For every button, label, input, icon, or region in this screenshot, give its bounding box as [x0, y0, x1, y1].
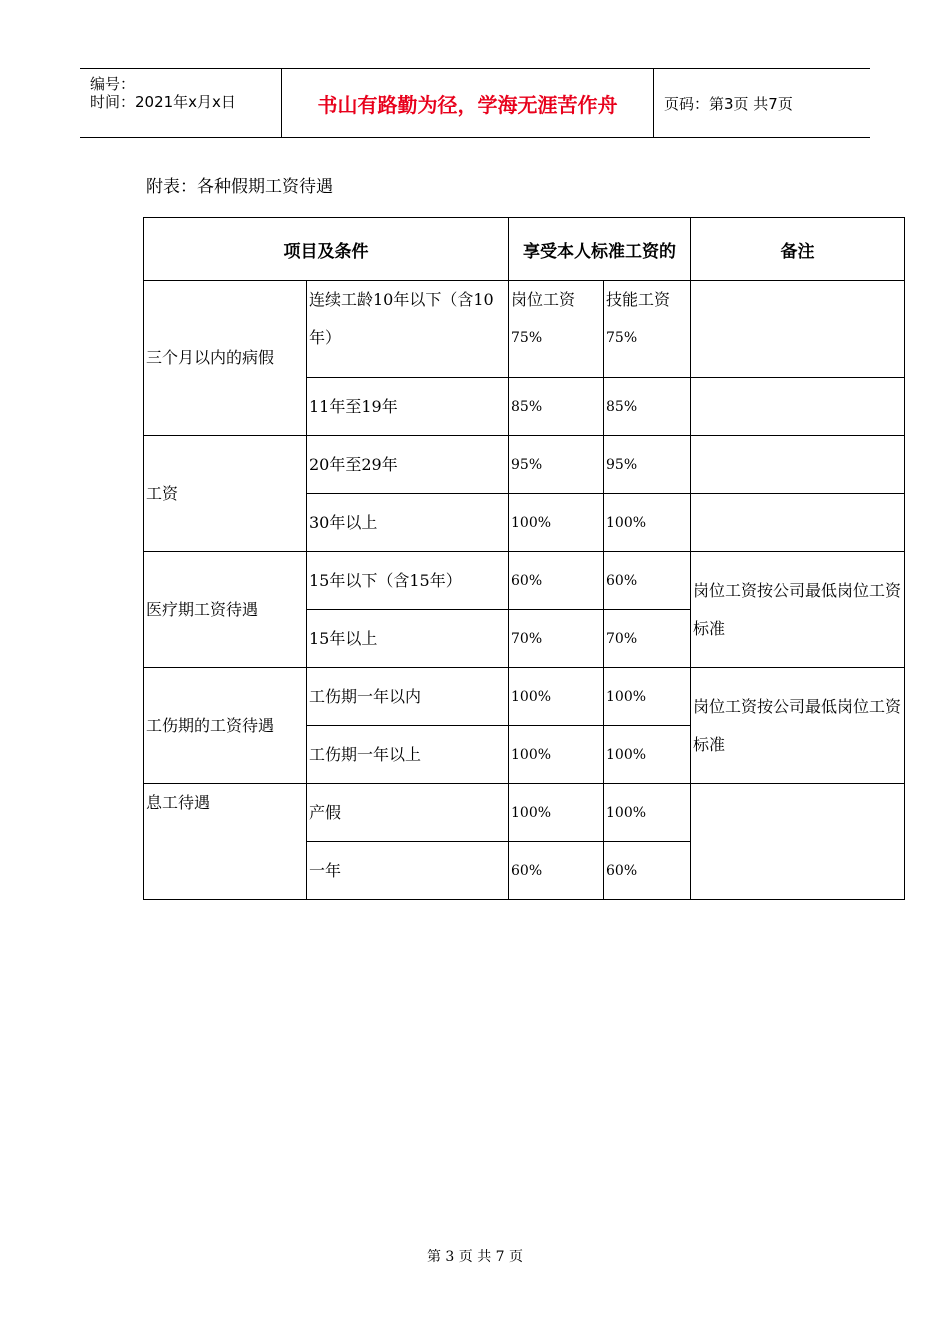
column-header: 项目及条件	[144, 218, 509, 281]
post-wage-cell	[509, 281, 604, 378]
skill-wage-percent: 95%	[604, 436, 691, 494]
skill-wage-percent: 100%	[604, 494, 691, 552]
category-cell: 工伤期的工资待遇	[144, 668, 307, 784]
category-cell: 息工待遇	[144, 784, 307, 900]
note-cell	[691, 378, 905, 436]
column-header: 享受本人标准工资的	[509, 218, 691, 281]
header-number-label: 编号：	[90, 75, 136, 93]
column-header: 备注	[691, 218, 905, 281]
post-wage-percent: 100%	[509, 784, 604, 842]
header-motto: 书山有路勤为径，学海无涯苦作舟	[317, 92, 618, 117]
table-row	[144, 281, 905, 378]
note-cell: 岗位工资按公司最低岗位工资标准	[691, 668, 905, 784]
skill-wage-percent: 100%	[604, 726, 691, 784]
note-cell	[691, 784, 905, 900]
post-wage-percent: 100%	[509, 494, 604, 552]
post-wage-percent: 75%	[511, 330, 543, 346]
skill-wage-percent: 60%	[604, 552, 691, 610]
condition-cell: 20年至29年	[307, 436, 509, 494]
skill-wage-percent: 75%	[606, 330, 638, 346]
header-divider	[653, 69, 654, 137]
condition-cell: 15年以上	[307, 610, 509, 668]
header-meta	[80, 69, 280, 137]
condition-cell: 连续工龄10年以下（含10年）	[307, 281, 509, 378]
page-footer: 第 3 页 共 7 页	[426, 1249, 524, 1265]
post-wage-percent: 100%	[509, 668, 604, 726]
skill-wage-percent: 70%	[604, 610, 691, 668]
header-page-info: 页码：第3页 共7页	[664, 94, 793, 113]
condition-cell: 工伤期一年以内	[307, 668, 509, 726]
condition-cell: 15年以下（含15年）	[307, 552, 509, 610]
post-wage-percent: 60%	[509, 842, 604, 900]
table-row	[144, 668, 905, 726]
table-caption: 附表：各种假期工资待遇	[146, 177, 333, 197]
skill-wage-percent: 100%	[604, 784, 691, 842]
note-cell	[691, 436, 905, 494]
category-cell: 三个月以内的病假	[144, 281, 307, 436]
skill-wage-label: 技能工资	[606, 290, 671, 309]
category-cell: 医疗期工资待遇	[144, 552, 307, 668]
condition-cell: 一年	[307, 842, 509, 900]
table-row	[144, 552, 905, 610]
post-wage-label: 岗位工资	[511, 290, 576, 309]
post-wage-percent: 100%	[509, 726, 604, 784]
skill-wage-percent: 85%	[604, 378, 691, 436]
note-cell	[691, 281, 905, 378]
table-row	[144, 436, 905, 494]
skill-wage-percent: 100%	[604, 668, 691, 726]
table-row	[144, 784, 905, 842]
condition-cell: 产假	[307, 784, 509, 842]
header-time-label: 时间：2021年x月x日	[90, 93, 236, 111]
condition-cell: 11年至19年	[307, 378, 509, 436]
post-wage-percent: 60%	[509, 552, 604, 610]
skill-wage-percent: 60%	[604, 842, 691, 900]
document-header	[80, 68, 870, 138]
post-wage-percent: 85%	[509, 378, 604, 436]
note-cell	[691, 494, 905, 552]
category-cell: 工资	[144, 436, 307, 552]
note-cell: 岗位工资按公司最低岗位工资标准	[691, 552, 905, 668]
post-wage-percent: 95%	[509, 436, 604, 494]
leave-wage-table	[143, 217, 905, 900]
condition-cell: 30年以上	[307, 494, 509, 552]
skill-wage-cell	[604, 281, 691, 378]
table-header-row	[144, 218, 905, 281]
post-wage-percent: 70%	[509, 610, 604, 668]
condition-cell: 工伤期一年以上	[307, 726, 509, 784]
